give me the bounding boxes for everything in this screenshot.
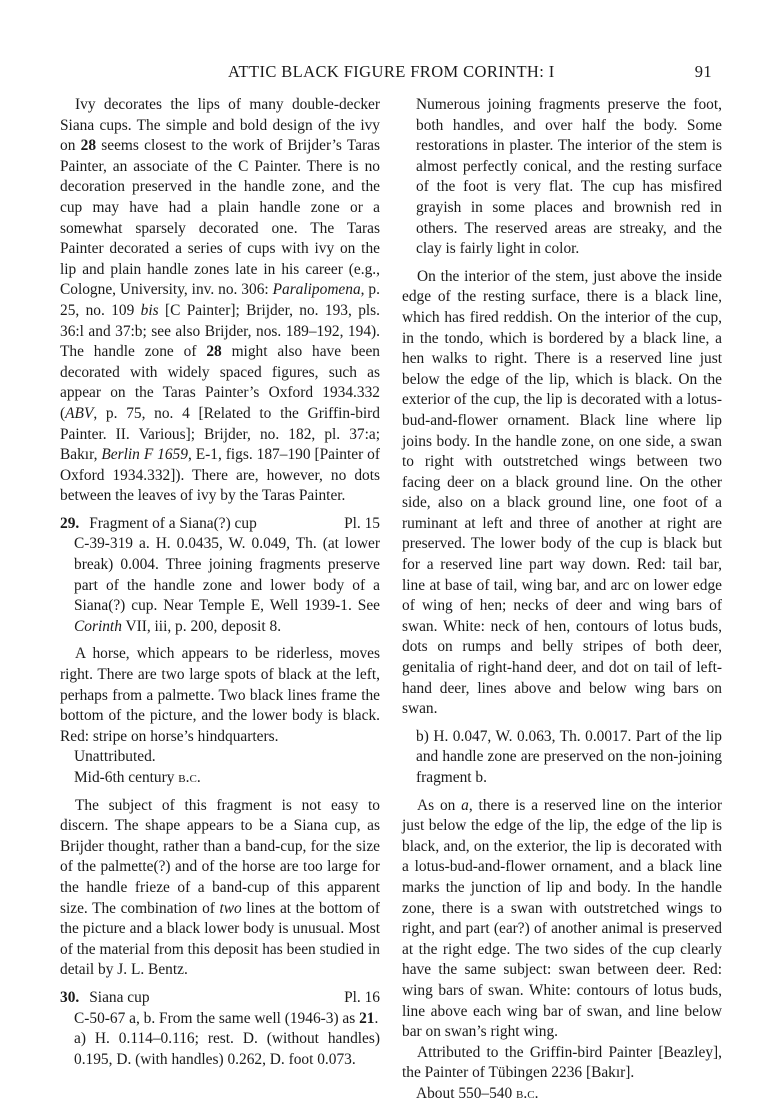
entry-title: Siana cup (89, 988, 150, 1006)
page-number: 91 (694, 62, 712, 81)
entry-30-fragment-a: a) H. 0.114–0.116; rest. D. (without handles) 0.195, D. (with handles) 0.262, D. foot 0.073. (74, 1030, 380, 1068)
paragraph-as-on-a: As on a, there is a reserved line on the interior just below the edge of the lip, the edge of the lip is black, and, on the exterior, the lip is decorated with a lotus-bud-and-flower ornament, and a black line marks the junction of lip and body. In the handle zone, there is a swan with outstretched wings to right, and part (ear?) of another animal is preserved at the right edge. The two sides of the cup clearly have the same subject: swan between deer. Red: wing bars of swan. White: contours of lotus buds, line above each wing bar of swan, and line below bar on swan’s right wing. (402, 796, 722, 1041)
plate-reference: Pl. 16 (344, 988, 380, 1006)
entry-29-date: Mid-6th century b.c. (74, 769, 201, 786)
entry-30-description: C-50-67 a, b. From the same well (1946-3) as 21. (74, 1009, 379, 1027)
entry-29-description: C-39-319 a. H. 0.0435, W. 0.049, Th. (at lower break) 0.004. Three joining fragments preserve part of the handle zone and lower body of a Siana(?) cup. Near Temple E, Well 1939-1. See Corinth VII, iii, p. 200, deposit 8. (74, 535, 380, 635)
paragraph-subject: The subject of this fragment is not easy to discern. The shape appears to be a Siana cup, as Brijder thought, rather than a band-cup, for the size of the palmette(?) and of the horse are too large for the handle frieze of a band-cup of this apparent size. The combination of two lines at the bottom of the picture and a black lower body is unusual. Most of the material from this deposit has been studied in detail by J. L. Bentz. (60, 796, 380, 979)
entry-30-date: About 550–540 b.c. (416, 1084, 539, 1102)
left-column (60, 95, 380, 1070)
entry-30-attribution: Attributed to the Griffin-bird Painter [Beazley], the Painter of Tübingen 2236 [Bakır]. (402, 1043, 722, 1082)
paragraph-interior: On the interior of the stem, just above the inside edge of the resting surface, there is a black line, which has fired reddish. On the interior of the cup, in the tondo, which is bordered by a black line, a hen walks to right. There is a reserved line just below the edge of the lip, which is black. On the exterior of the cup, the lip is decorated with a lotus-bud-and-flower ornament. Black line where lip joins body. In the handle zone, on one side, a swan to right with outstretched wings between two facing deer on a black ground line. On the other side, also on a black ground line, one foot of a ruminant at left and three of another at right are preserved. The lower body of the cup is black but for a reserved line part way down. Red: tail bar, line at base of tail, wing bar, and arc on lower edge of wing of hen; necks of deer and wing bars of swan. White: neck of hen, contours of lotus buds, dots on rumps and belly stripes of both deer, genitalia of right-hand deer, and dot on tail of left-hand deer, lines above and below wing bars on swan. (402, 267, 722, 718)
entry-29-text: A horse, which appears to be riderless, moves right. There are two large spots of black at the left, perhaps from a palmette. Two black lines frame the bottom of the picture, and the lower body is black. Red: stripe on horse’s hindquarters. (60, 645, 380, 745)
right-column (402, 95, 722, 1105)
plate-reference: Pl. 15 (344, 514, 380, 532)
catalog-entry-29-heading (60, 514, 380, 535)
paragraph-ivy: Ivy decorates the lips of many double-decker Siana cups. The simple and bold design of the ivy on 28 seems closest to the work of Brijder’s Taras Painter, an associate of the C Painter. There is no decoration preserved in the handle zone, and the cup may have had a plain handle zone or a somewhat sparsely decorated one. The Taras Painter decorated a series of cups with ivy on the lip and plain handle zones late in his career (e.g., Cologne, University, inv. no. 306: Paralipomena, p. 25, no. 109 bis [C Painter]; Brijder, no. 193, pls. 36:l and 37:b; see also Brijder, nos. 189–192, 194). The handle zone of 28 might also have been decorated with widely spaced figures, such as appear on the Taras Painter’s Oxford 1934.332 (ABV, p. 75, no. 4 [Related to the Griffin-bird Painter. II. Various]; Brijder, no. 182, pl. 37:a; Bakır, Berlin F 1659, E-1, figs. 187–190 [Painter of Oxford 1934.332]). There are, however, no dots between the leaves of ivy by the Taras Painter. (60, 96, 380, 505)
entry-title: Fragment of a Siana(?) cup (89, 514, 257, 532)
entry-30-fragment-b: b) H. 0.047, W. 0.063, Th. 0.0017. Part of the lip and handle zone are preserved on the non-joining fragment b. (416, 727, 722, 786)
catalog-entry-30-heading (60, 988, 380, 1009)
entry-number: 29. (60, 514, 80, 532)
fragment-a-continued: Numerous joining fragments preserve the foot, both handles, and over half the body. Some restorations in plaster. The interior of the stem is almost perfectly conical, and the resting surface of the foot is very flat. The cup has misfired grayish in some places and brownish red in others. The reserved areas are streaky, and the clay is fairly light in color. (416, 96, 722, 258)
running-title: ATTIC BLACK FIGURE FROM CORINTH: I (228, 62, 555, 81)
entry-number: 30. (60, 988, 80, 1006)
entry-29-attribution: Unattributed. (74, 748, 156, 766)
